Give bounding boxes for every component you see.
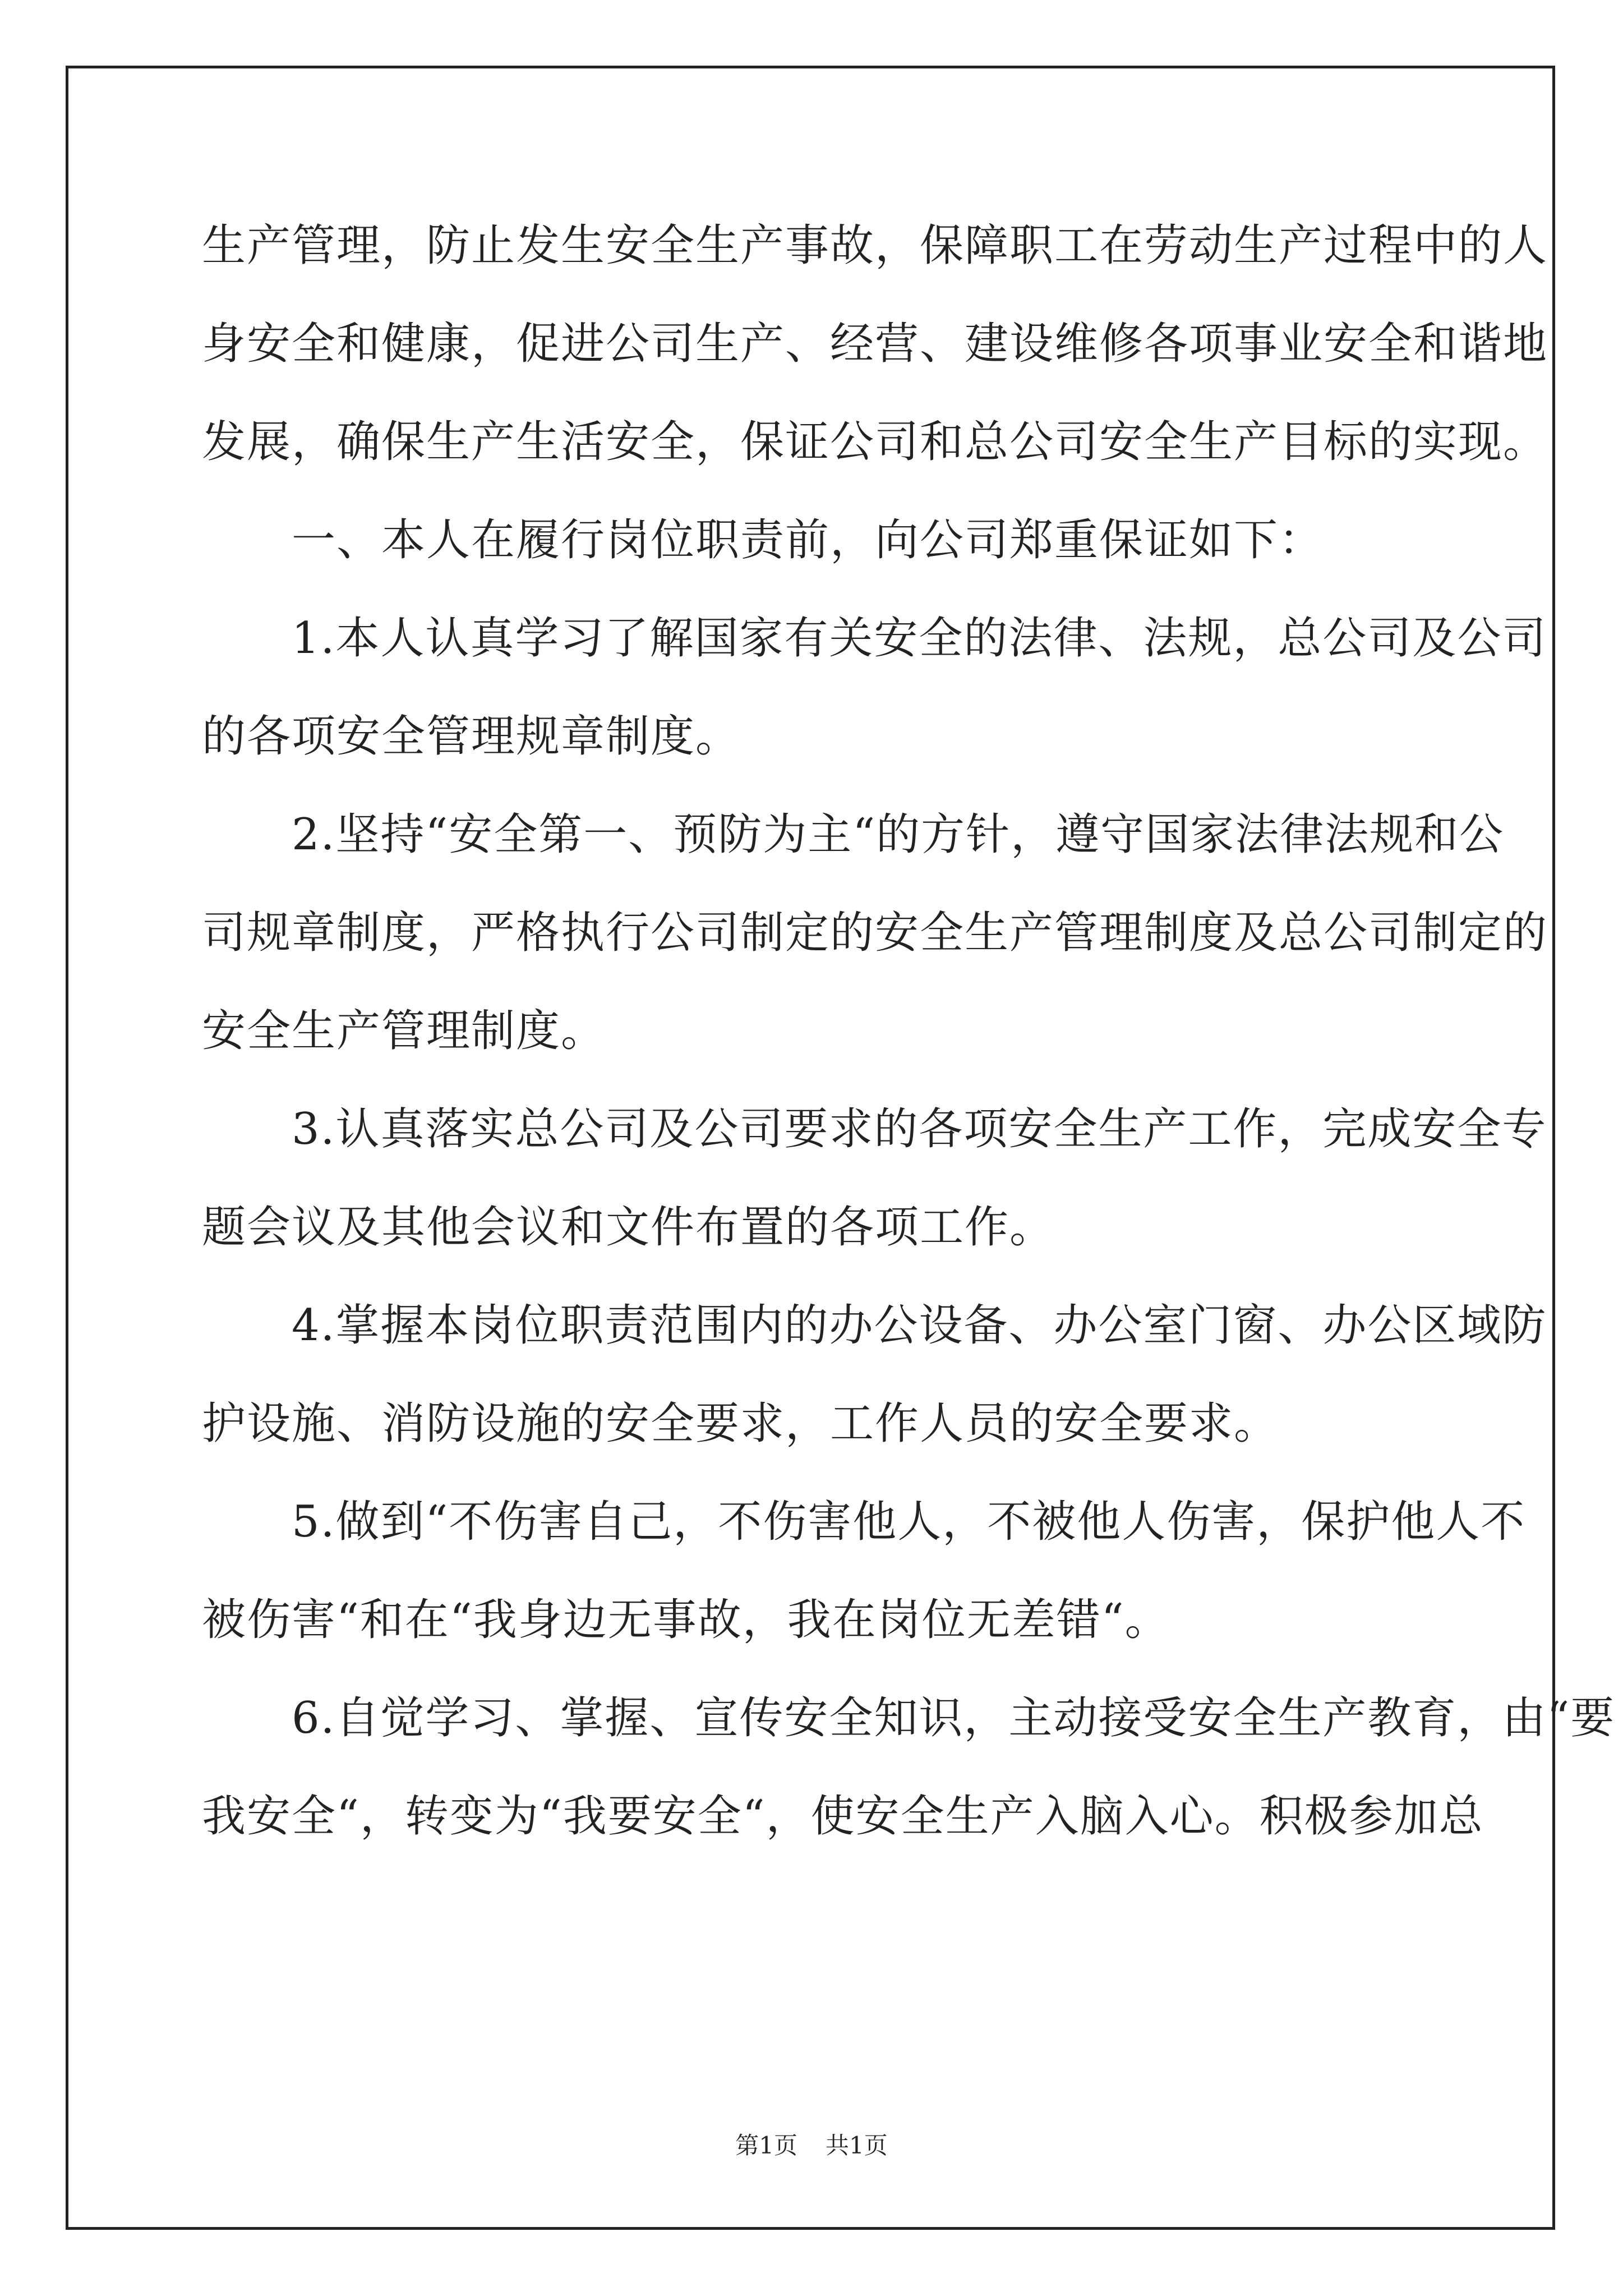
body-line-2: 身安全和健康，促进公司生产、经营、建设维修各项事业安全和谐地: [202, 319, 1548, 369]
item-4-line-2: 护设施、消防设施的安全要求，工作人员的安全要求。: [202, 1398, 1279, 1449]
item-2-line-3: 安全生产管理制度。: [202, 1006, 606, 1056]
page-number: 第1页: [735, 2132, 797, 2159]
item-6-line-1: 6.自觉学习、掌握、宣传安全知识，主动接受安全生产教育，由“要: [292, 1693, 1616, 1743]
item-1-line-1: 1.本人认真学习了解国家有关安全的法律、法规，总公司及公司: [292, 613, 1547, 664]
item-1-line-2: 的各项安全管理规章制度。: [202, 711, 741, 762]
page-total: 共1页: [826, 2132, 888, 2159]
section-heading: 一、本人在履行岗位职责前，向公司郑重保证如下：: [292, 515, 1324, 565]
page-footer: [0, 2129, 1623, 2162]
item-2-line-2: 司规章制度，严格执行公司制定的安全生产管理制度及总公司制定的: [202, 908, 1548, 958]
item-6-line-2: 我安全“，转变为“我要安全“，使安全生产入脑入心。积极参加总: [202, 1791, 1484, 1842]
body-line-1: 生产管理，防止发生安全生产事故，保障职工在劳动生产过程中的人: [202, 220, 1548, 271]
item-5-line-1: 5.做到“不伤害自己，不伤害他人，不被他人伤害，保护他人不: [292, 1497, 1526, 1547]
item-5-line-2: 被伤害“和在“我身边无事故，我在岗位无差错“。: [202, 1595, 1170, 1645]
body-line-3: 发展，确保生产生活安全，保证公司和总公司安全生产目标的实现。: [202, 417, 1548, 467]
item-3-line-1: 3.认真落实总公司及公司要求的各项安全生产工作，完成安全专: [292, 1104, 1547, 1154]
item-2-line-1: 2.坚持“安全第一、预防为主“的方针，遵守国家法律法规和公: [292, 809, 1505, 860]
item-3-line-2: 题会议及其他会议和文件布置的各项工作。: [202, 1202, 1055, 1253]
item-4-line-1: 4.掌握本岗位职责范围内的办公设备、办公室门窗、办公区域防: [292, 1300, 1547, 1351]
